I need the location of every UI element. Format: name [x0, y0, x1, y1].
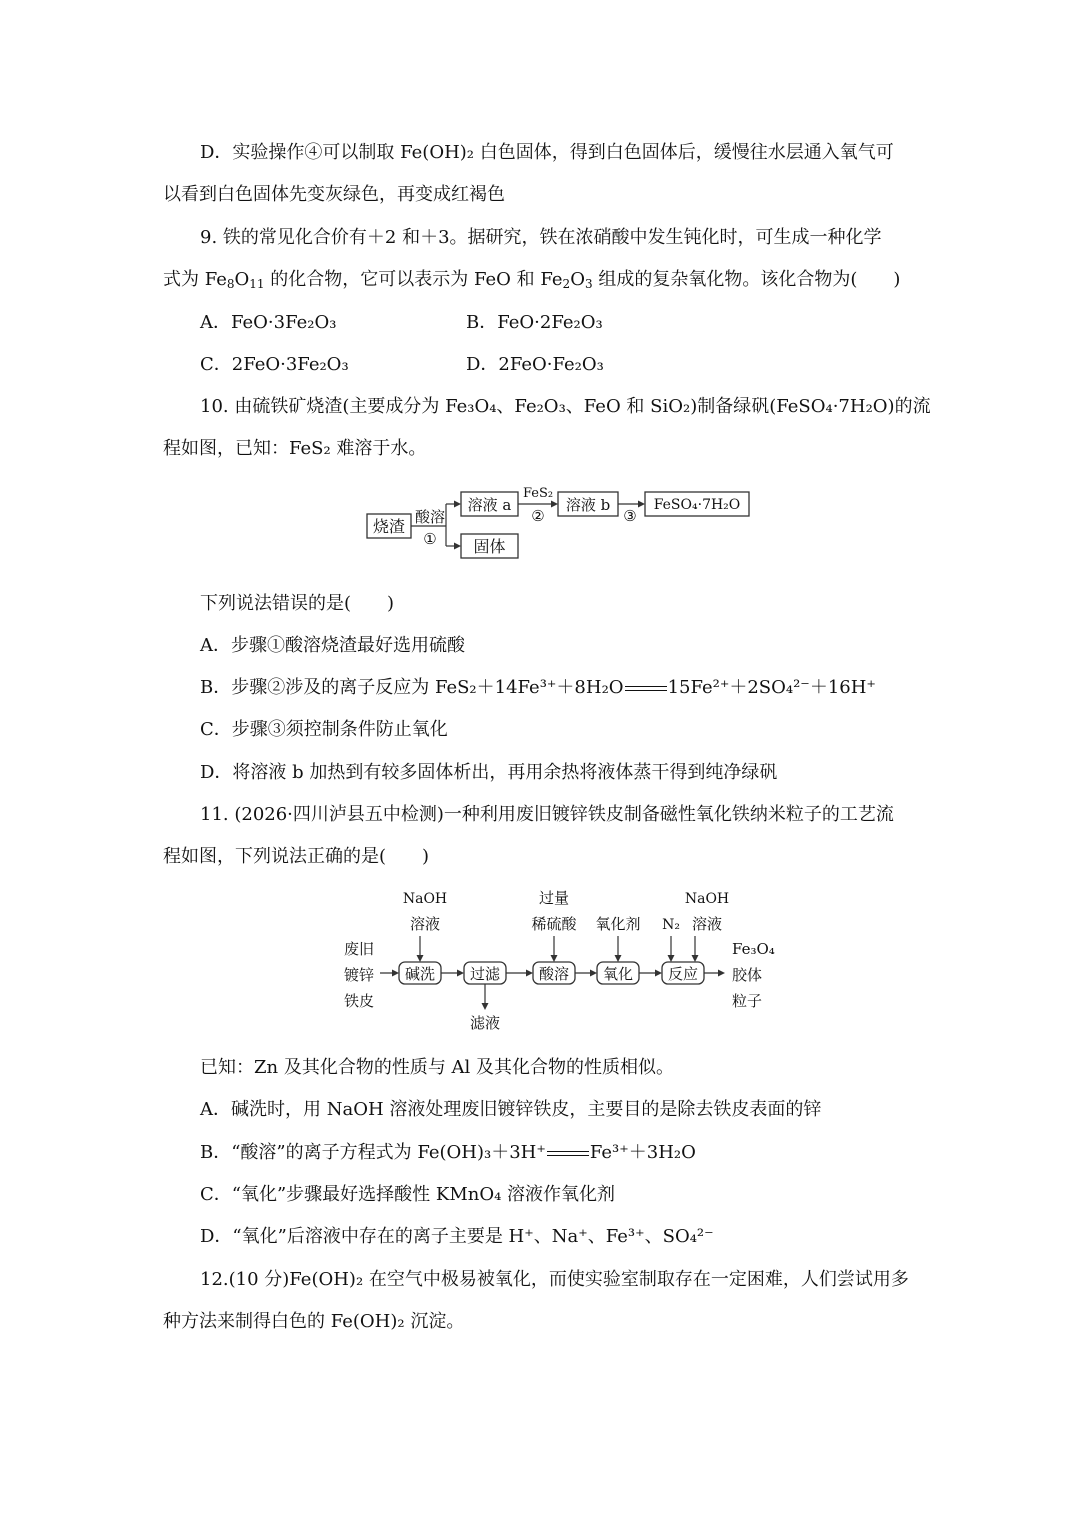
q9-stem-line2: 式为 $Fe_8O_{11}$ 的化合物，它可以表示为 FeO 和 $Fe_2O_3$ 组成的复杂氧化物。该化合物为( ): [163, 269, 901, 291]
product-2: 胶体: [732, 966, 763, 984]
q9-option-b[interactable]: B．FeO·2Fe₂O₃: [466, 312, 603, 333]
reagent-naoh-1: NaOH: [402, 891, 448, 907]
reagent-nitrogen: N₂: [662, 917, 680, 933]
q11-option-d[interactable]: D．“氧化”后溶液中存在的离子主要是 H⁺、Na⁺、Fe³⁺、SO₄²⁻: [200, 1226, 714, 1247]
equals-sign: [625, 686, 667, 691]
q9-stem-line1: 9. 铁的常见化合价有＋2 和＋3。据研究，铁在浓硝酸中发生钝化时，可生成一种化学: [200, 227, 882, 248]
box-solution-a-label: 溶液 a: [467, 496, 512, 514]
q11-option-a[interactable]: A．碱洗时，用 NaOH 溶液处理废旧镀锌铁皮，主要目的是除去铁皮表面的锌: [200, 1099, 822, 1120]
q8-option-d-line2: 以看到白色固体先变灰绿色，再变成红褐色: [163, 184, 505, 205]
box-solution-b-label: 溶液 b: [565, 496, 611, 514]
reagent-solution-1: 溶液: [409, 915, 441, 933]
q9-options-row1: [200, 310, 900, 336]
box-solid-label: 固体: [473, 537, 506, 556]
raw-material-2: 镀锌: [344, 966, 375, 984]
step1-number: ①: [423, 530, 437, 548]
box-product-label: FeSO₄·7H₂O: [653, 497, 741, 513]
reagent-dilute-sulfuric-acid: 稀硫酸: [531, 915, 577, 933]
box-ore-residue-label: 烧渣: [372, 517, 406, 536]
q9-option-c[interactable]: C．2FeO·3Fe₂O₃: [200, 354, 349, 375]
arrow-head: [454, 543, 461, 550]
q10-stem-line2: 程如图，已知：FeS₂ 难溶于水。: [163, 438, 427, 459]
reagent-solution-2: 溶液: [691, 915, 723, 933]
q12-stem-line2: 种方法来制得白色的 Fe(OH)₂ 沉淀。: [163, 1311, 465, 1332]
product-1: Fe₃O₄: [732, 940, 775, 958]
step2-reagent: FeS₂: [522, 486, 554, 501]
q9-option-d[interactable]: D．2FeO·Fe₂O₃: [466, 354, 604, 375]
q10-option-a[interactable]: A．步骤①酸溶烧渣最好选用硫酸: [200, 635, 465, 656]
q11-option-b[interactable]: B．“酸溶”的离子方程式为 Fe(OH)₃＋3H⁺ Fe³⁺＋3H₂O: [200, 1142, 696, 1163]
q11-stem-line1: 11. (2026·四川泸县五中检测)一种利用废旧镀锌铁皮制备磁性氧化铁纳米粒子的工艺流: [200, 804, 894, 825]
q12-stem-line1: 12.(10 分)Fe(OH)₂ 在空气中极易被氧化，而使实验室制取存在一定困难，人们尝试用多: [200, 1269, 909, 1290]
q9-option-a[interactable]: A．FeO·3Fe₂O₃: [200, 312, 337, 333]
q10-option-d[interactable]: D．将溶液 b 加热到有较多固体析出，再用余热将液体蒸干得到纯净绿矾: [200, 762, 778, 783]
q11-option-c[interactable]: C．“氧化”步骤最好选择酸性 KMnO₄ 溶液作氧化剂: [200, 1184, 616, 1205]
box-acid-dissolve-label: 酸溶: [538, 965, 570, 983]
product-3: 粒子: [732, 992, 763, 1010]
box-alkali-wash-label: 碱洗: [404, 965, 436, 983]
step3-number: ③: [623, 507, 637, 525]
q10-stem-line1: 10. 由硫铁矿烧渣(主要成分为 Fe₃O₄、Fe₂O₃、FeO 和 SiO₂)制备绿矾(FeSO₄·7H₂O)的流: [200, 396, 931, 417]
q10-question: 下列说法错误的是( ): [200, 593, 395, 614]
step2-number: ②: [531, 507, 545, 525]
box-oxidation-label: 氧化: [602, 965, 634, 983]
raw-material-1: 废旧: [344, 940, 375, 958]
q10-option-c[interactable]: C．步骤③须控制条件防止氧化: [200, 719, 448, 740]
equals-sign: [547, 1151, 589, 1156]
box-filter-label: 过滤: [469, 965, 501, 983]
box-reaction-label: 反应: [667, 965, 699, 983]
q8-option-d-line1: D．实验操作④可以制取 Fe(OH)₂ 白色固体，得到白色固体后，缓慢往水层通入氧气可: [200, 142, 894, 163]
arrow-head: [454, 501, 461, 508]
reagent-oxidant: 氧化剂: [595, 915, 641, 933]
output-filtrate: 滤液: [469, 1014, 501, 1032]
reagent-naoh-2: NaOH: [684, 891, 730, 907]
q11-flow-diagram: [340, 884, 780, 1034]
raw-material-3: 铁皮: [344, 992, 375, 1010]
q10-flow-diagram: [360, 478, 760, 568]
q10-option-b[interactable]: B．步骤②涉及的离子反应为 FeS₂＋14Fe³⁺＋8H₂O 15Fe²⁺＋2SO₄²⁻＋16H⁺: [200, 677, 876, 698]
reagent-excess: 过量: [538, 889, 570, 907]
step1-reagent: 酸溶: [414, 508, 446, 526]
q11-stem-line2: 程如图，下列说法正确的是( ): [163, 846, 430, 867]
q9-options-row2: [200, 352, 900, 378]
q11-known-condition: 已知：Zn 及其化合物的性质与 Al 及其化合物的性质相似。: [200, 1057, 675, 1078]
